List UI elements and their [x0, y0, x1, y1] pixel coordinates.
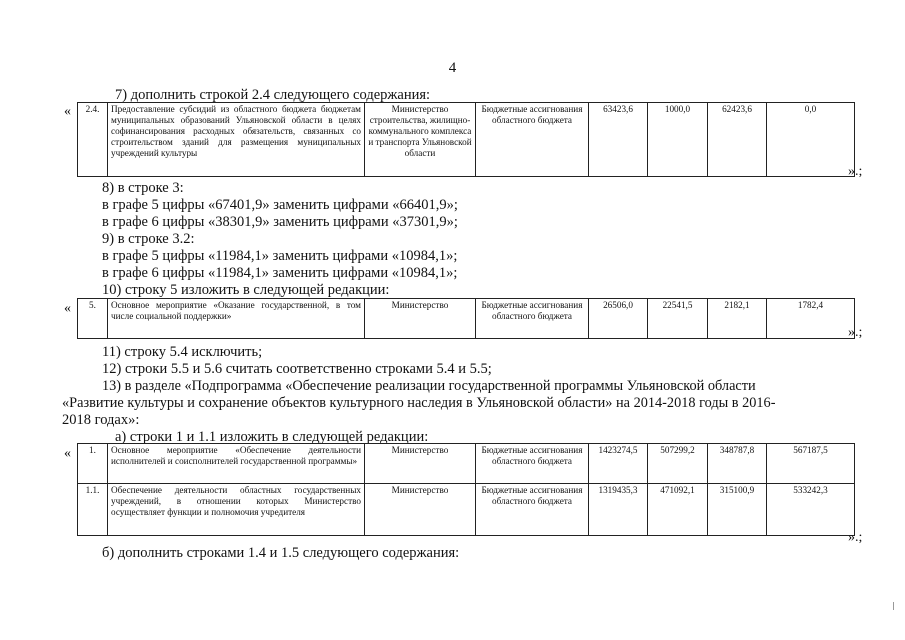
- open-quote: «: [64, 301, 71, 316]
- item-12-text: 12) строки 5.5 и 5.6 считать соответственно строками 5.4 и 5.5;: [102, 361, 492, 377]
- row-ministry: Министерство: [365, 444, 476, 484]
- row-value-3: 348787,8: [708, 444, 767, 484]
- row-ministry: Министерство: [365, 484, 476, 536]
- row-value-2: 471092,1: [648, 484, 708, 536]
- row-value-3: 2182,1: [708, 299, 767, 339]
- item-8-line-2: в графе 6 цифры «38301,9» заменить цифрами «37301,9»;: [102, 214, 458, 230]
- row-value-3: 315100,9: [708, 484, 767, 536]
- open-quote: «: [64, 446, 71, 461]
- row-value-1: 26506,0: [589, 299, 648, 339]
- table-rows-1-1-1: [77, 443, 855, 536]
- row-source: Бюджетные ассигнования областного бюджета: [476, 299, 589, 339]
- row-number: 1.: [78, 444, 108, 484]
- row-number: 2.4.: [78, 103, 108, 177]
- row-value-4: 1782,4: [767, 299, 855, 339]
- open-quote: «: [64, 104, 71, 119]
- row-source: Бюджетные ассигнования областного бюджета: [476, 444, 589, 484]
- item-a-text: а) строки 1 и 1.1 изложить в следующей редакции:: [115, 429, 429, 445]
- row-name: Основное мероприятие «Оказание государственной, в том числе социальной поддержки»: [108, 299, 365, 339]
- row-source: Бюджетные ассигнования областного бюджета: [476, 103, 589, 177]
- item-9-text: 9) в строке 3.2:: [102, 231, 195, 247]
- table-row: [78, 444, 855, 484]
- item-13-line-1: 13) в разделе «Подпрограмма «Обеспечение реализации государственной программы Ульяновской области: [102, 378, 756, 394]
- row-ministry: Министерство: [365, 299, 476, 339]
- item-13-line-2: «Развитие культуры и сохранение объектов культурного наследия в Ульяновской области» на 2014-2018 годы в 2016-: [62, 395, 776, 411]
- row-value-4: 533242,3: [767, 484, 855, 536]
- row-value-2: 1000,0: [648, 103, 708, 177]
- item-9-line-2: в графе 6 цифры «11984,1» заменить цифрами «10984,1»;: [102, 265, 458, 281]
- item-8-line-1: в графе 5 цифры «67401,9» заменить цифрами «66401,9»;: [102, 197, 458, 213]
- row-value-4: 0,0: [767, 103, 855, 177]
- row-value-3: 62423,6: [708, 103, 767, 177]
- row-value-1: 63423,6: [589, 103, 648, 177]
- row-value-4: 567187,5: [767, 444, 855, 484]
- item-b-text: б) дополнить строками 1.4 и 1.5 следующего содержания:: [102, 545, 460, 561]
- item-10-text: 10) строку 5 изложить в следующей редакции:: [102, 282, 390, 298]
- row-number: 1.1.: [78, 484, 108, 536]
- close-quote: ».;: [848, 325, 863, 340]
- page-number: 4: [448, 60, 457, 76]
- scan-mark: [893, 602, 894, 610]
- table-row-2-4: [77, 102, 855, 177]
- item-9-line-1: в графе 5 цифры «11984,1» заменить цифрами «10984,1»;: [102, 248, 458, 264]
- row-name: Предоставление субсидий из областного бюджета бюджетам муниципальных образований Ульяновской области в целях софинансирования расходных обязательств, связанных со строительством зданий для размещения муниципальных учреждений культуры: [108, 103, 365, 177]
- row-value-1: 1423274,5: [589, 444, 648, 484]
- table-row: [78, 484, 855, 536]
- table-row-5: [77, 298, 855, 339]
- table-row: [78, 299, 855, 339]
- item-11-text: 11) строку 5.4 исключить;: [102, 344, 263, 360]
- close-quote: ».;: [848, 530, 863, 545]
- row-value-2: 507299,2: [648, 444, 708, 484]
- row-name: Обеспечение деятельности областных государственных учреждений, в отношении которых Министерство осуществляет функции и полномочия учредителя: [108, 484, 365, 536]
- row-number: 5.: [78, 299, 108, 339]
- row-value-1: 1319435,3: [589, 484, 648, 536]
- row-name: Основное мероприятие «Обеспечение деятельности исполнителей и соисполнителей государственной программы»: [108, 444, 365, 484]
- item-7-text: 7) дополнить строкой 2.4 следующего содержания:: [115, 87, 431, 103]
- item-13-line-3: 2018 годах»:: [62, 412, 140, 428]
- row-source: Бюджетные ассигнования областного бюджета: [476, 484, 589, 536]
- row-value-2: 22541,5: [648, 299, 708, 339]
- table-row: [78, 103, 855, 177]
- close-quote: ».;: [848, 164, 863, 179]
- row-ministry: Министерство строительства, жилищно-коммунального комплекса и транспорта Ульяновской области: [365, 103, 476, 177]
- item-8-text: 8) в строке 3:: [102, 180, 184, 196]
